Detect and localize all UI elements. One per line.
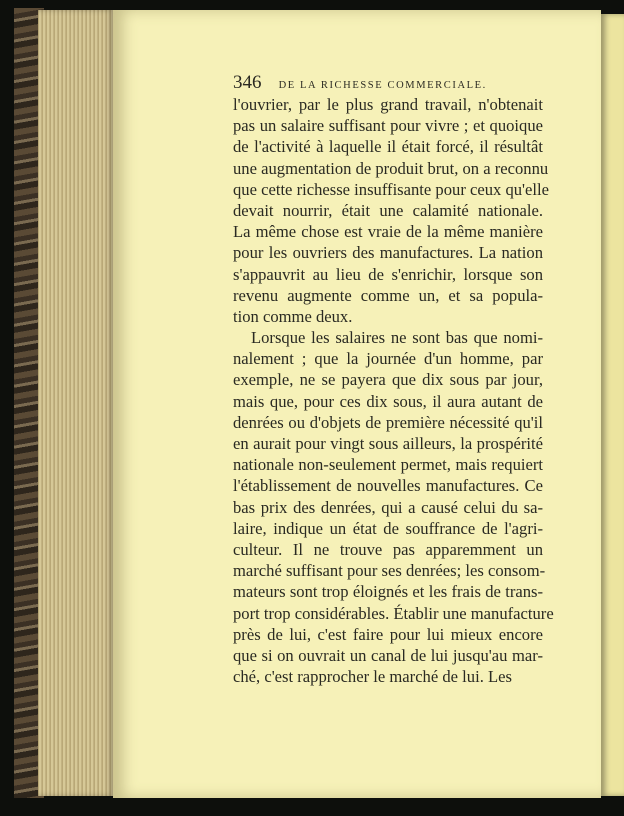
text-line: que si on ouvrait un canal de lui jusqu'au mar- — [233, 645, 543, 665]
text-line: en aurait pour vingt sous ailleurs, la prospérité — [233, 434, 543, 453]
text-line: de l'activité à laquelle il était forcé, il résultât — [233, 137, 543, 157]
text-line: l'établissement de nouvelles manufactures. Ce — [233, 476, 543, 496]
text-line: denrées ou d'objets de première nécessité qu'il — [233, 412, 543, 432]
text-line: exemple, ne se payera que dix sous par jour, — [233, 370, 543, 390]
text-line: La même chose est vraie de la même manière — [233, 222, 543, 242]
text-line: tion comme deux. — [233, 306, 353, 326]
text-line: culteur. Il ne trouve pas apparemment un — [233, 539, 543, 559]
text-line: une augmentation de produit brut, on a reconnu — [233, 158, 549, 178]
facing-page-edge — [601, 14, 624, 796]
text-line: port trop considérables. Établir une manufacture — [233, 603, 554, 623]
text-line: l'ouvrier, par le plus grand travail, n'obtenait — [233, 95, 543, 114]
text-line: que cette richesse insuffisante pour ceux qu'elle — [233, 179, 550, 199]
text-line: pour les ouvriers des manufactures. La nation — [233, 243, 543, 263]
text-line: laire, indique un état de souffrance de l'agri- — [233, 518, 543, 538]
text-line: revenu augmente comme un, et sa popula- — [233, 285, 543, 305]
text-line: nalement ; que la journée d'un homme, par — [233, 349, 543, 369]
text-line: près de lui, c'est faire pour lui mieux encore — [233, 624, 543, 644]
text-line: mais que, pour ces dix sous, il aura autant de — [233, 391, 543, 411]
body-text — [233, 94, 554, 687]
text-line: ché, c'est rapprocher le marché de lui. Les — [233, 667, 512, 687]
text-line: Lorsque les salaires ne sont bas que nomi- — [251, 328, 543, 348]
text-line: bas prix des denrées, qui a causé celui du sa- — [233, 497, 543, 517]
page-block-edge — [38, 10, 114, 796]
text-line: s'appauvrit au lieu de s'enrichir, lorsque son — [233, 264, 543, 284]
running-head — [233, 72, 543, 94]
text-line: mateurs sont trop éloignés et les frais de trans- — [233, 582, 543, 602]
text-line: nationale non-seulement permet, mais requiert — [233, 455, 543, 475]
text-line: marché suffisant pour ses denrées; les consom- — [233, 561, 546, 581]
text-line: devait nourrir, était une calamité nationale. — [233, 200, 543, 220]
running-title: DE LA RICHESSE COMMERCIALE. — [278, 80, 487, 91]
page-number: 346 — [233, 72, 262, 93]
text-line: pas un salaire suffisant pour vivre ; et quoique — [233, 116, 543, 136]
